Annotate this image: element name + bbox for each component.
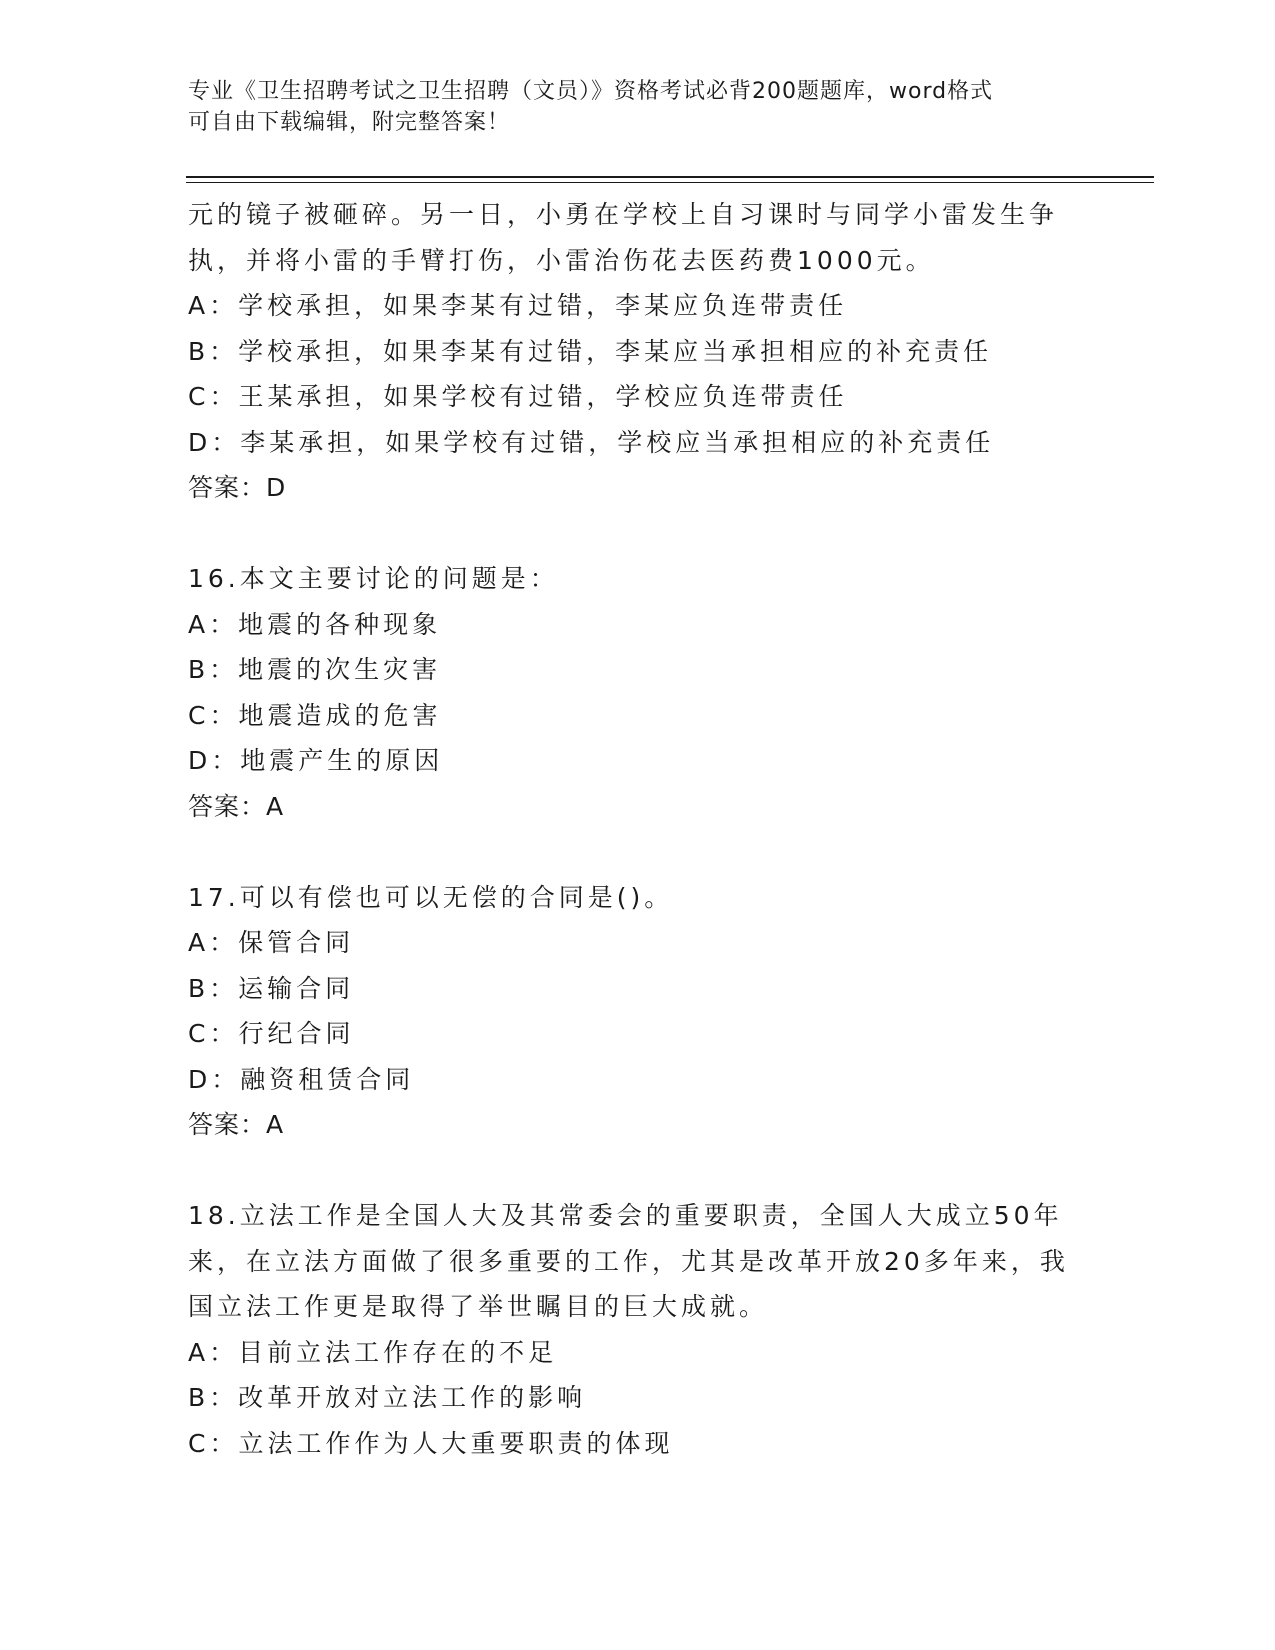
- question-stem-line: 国立法工作更是取得了举世瞩目的巨大成就。: [188, 1292, 769, 1321]
- spacer: [188, 511, 1088, 557]
- option-c: C：立法工作作为人大重要职责的体现: [188, 1428, 674, 1458]
- question-stem-line: 来，在立法方面做了很多重要的工作，尤其是改革开放20多年来，我: [188, 1246, 1069, 1276]
- option-a: A：目前立法工作存在的不足: [188, 1337, 558, 1367]
- question-block: [188, 192, 1088, 511]
- answer-label: 答案：A: [188, 791, 285, 821]
- answer-label: 答案：D: [188, 473, 287, 502]
- question-stem-line: 18.立法工作是全国人大及其常委会的重要职责，全国人大成立50年: [188, 1201, 1063, 1230]
- question-stem-line: 17.可以有偿也可以无偿的合同是()。: [188, 882, 674, 912]
- option-d: D：地震产生的原因: [188, 746, 444, 775]
- header-rule-thick: [186, 176, 1154, 178]
- question-block: [188, 875, 1088, 1148]
- option-c: C：地震造成的危害: [188, 700, 442, 730]
- option-b: B：改革开放对立法工作的影响: [188, 1383, 587, 1412]
- question-list: [188, 192, 1088, 1466]
- question-block: [188, 556, 1088, 829]
- option-b: B：运输合同: [188, 973, 355, 1003]
- spacer: [188, 829, 1088, 875]
- option-c: C：王某承担，如果学校有过错，学校应负连带责任: [188, 382, 848, 411]
- option-a: A：保管合同: [188, 928, 355, 957]
- option-d: D：融资租赁合同: [188, 1064, 415, 1094]
- option-b: B：地震的次生灾害: [188, 655, 442, 684]
- option-b: B：学校承担，如果李某有过错，李某应当承担相应的补充责任: [188, 336, 993, 366]
- option-d: D：李某承担，如果学校有过错，学校应当承担相应的补充责任: [188, 427, 995, 457]
- question-block: [188, 1193, 1088, 1466]
- answer-label: 答案：A: [188, 1110, 285, 1139]
- option-c: C：行纪合同: [188, 1019, 355, 1048]
- document-header: [188, 76, 1068, 138]
- header-line-1: 专业《卫生招聘考试之卫生招聘（文员）》资格考试必背200题题库，word格式: [188, 79, 994, 104]
- spacer: [188, 1148, 1088, 1194]
- question-stem-line: 16.本文主要讨论的问题是：: [188, 564, 559, 593]
- option-a: A：学校承担，如果李某有过错，李某应负连带责任: [188, 291, 848, 320]
- header-line-2: 可自由下载编辑，附完整答案！: [188, 110, 511, 135]
- question-stem-line: 元的镜子被砸碎。另一日，小勇在学校上自习课时与同学小雷发生争: [188, 200, 1059, 229]
- option-a: A：地震的各种现象: [188, 609, 442, 639]
- header-rule-thin: [186, 182, 1154, 183]
- question-stem-line: 执，并将小雷的手臂打伤，小雷治伤花去医药费1000元。: [188, 245, 935, 275]
